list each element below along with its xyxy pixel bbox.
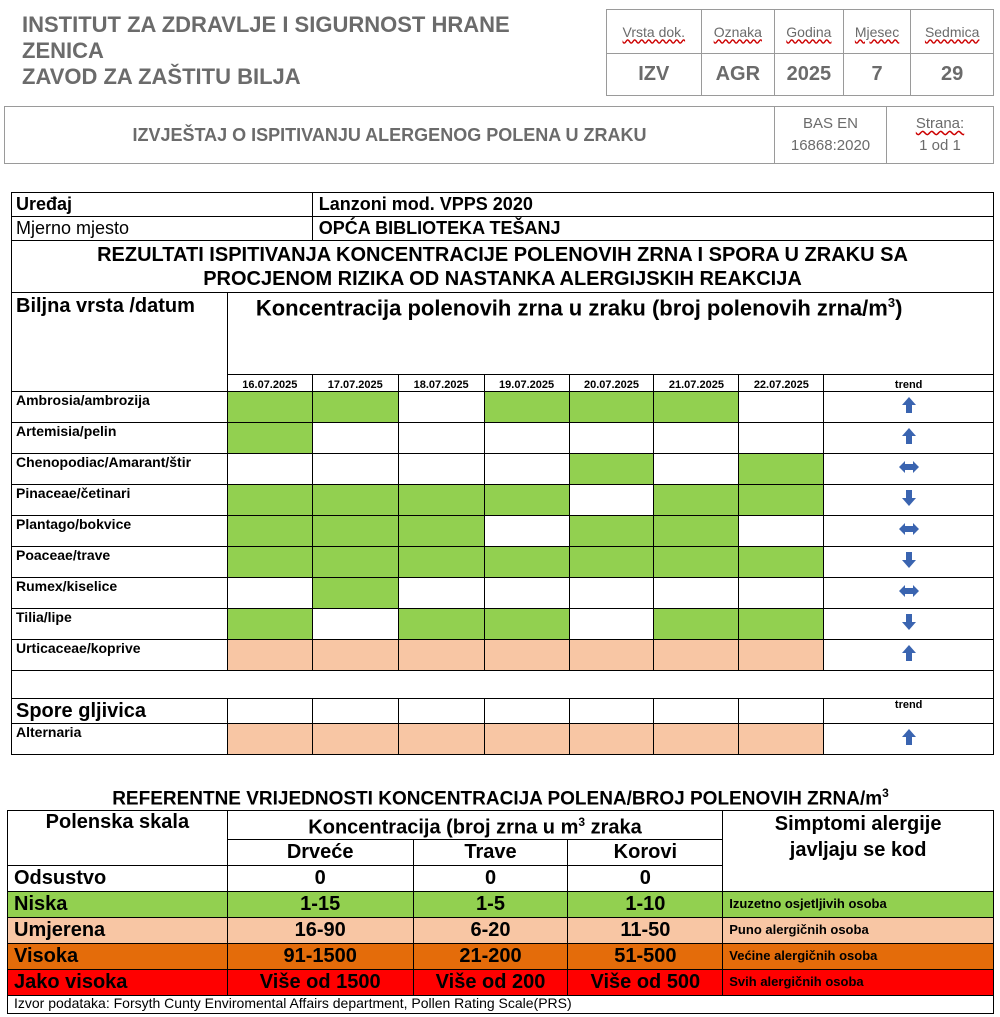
level-cell-umjerena — [739, 724, 824, 755]
empty-cell — [227, 699, 312, 724]
ref-weeds: 1-10 — [568, 891, 723, 917]
results-title — [12, 241, 994, 293]
results-title-line1: REZULTATI ISPITIVANJA KONCENTRACIJE POLENOVIH ZRNA I SPORA U ZRAKU SA — [97, 243, 908, 266]
level-cell-niska — [312, 547, 398, 578]
level-cell-umjerena — [312, 640, 398, 671]
trend-cell — [824, 609, 994, 640]
conc-header-tail: zraka — [585, 816, 642, 839]
plant-name: Pinaceae/četinari — [12, 485, 228, 516]
table-row — [12, 609, 994, 640]
symptoms-header-line1: Simptomi alergije — [774, 813, 942, 835]
level-cell-umjerena — [227, 640, 312, 671]
level-cell-niska — [569, 392, 654, 423]
table-row — [12, 454, 994, 485]
spores-trend-header: trend — [824, 699, 994, 724]
level-cell-niska — [227, 392, 312, 423]
left-right-icon — [898, 520, 920, 538]
date-header: 22.07.2025 — [739, 375, 824, 392]
level-cell-umjerena — [569, 640, 654, 671]
level-cell-niska — [312, 392, 398, 423]
ref-level: Niska — [8, 891, 228, 917]
ref-weeds: 11-50 — [568, 917, 723, 943]
meta-label-1: Oznaka — [701, 10, 774, 54]
date-header: 17.07.2025 — [312, 375, 398, 392]
level-cell-niska — [654, 547, 739, 578]
level-cell-niska — [654, 609, 739, 640]
institute-name-line1: INSTITUT ZA ZDRAVLJE I SIGURNOST HRANE — [22, 12, 510, 37]
spacer-cell — [12, 671, 994, 699]
location-value: OPĆA BIBLIOTEKA TEŠANJ — [312, 217, 993, 241]
level-cell-none — [398, 423, 484, 454]
level-cell-none — [739, 423, 824, 454]
level-cell-niska — [739, 454, 824, 485]
meta-value-3: 7 — [843, 54, 911, 96]
date-header: 20.07.2025 — [569, 375, 654, 392]
pollen-results-table — [11, 192, 994, 755]
trend-cell — [824, 485, 994, 516]
meta-value-0: IZV — [607, 54, 702, 96]
date-header: 16.07.2025 — [227, 375, 312, 392]
ref-level: Umjerena — [8, 917, 228, 943]
empty-cell — [312, 699, 398, 724]
level-cell-none — [484, 423, 569, 454]
level-cell-none — [569, 423, 654, 454]
level-cell-none — [398, 454, 484, 485]
ref-weeds: Više od 500 — [568, 969, 723, 995]
ref-grasses: 0 — [413, 865, 568, 891]
document-meta-table — [606, 9, 994, 96]
meta-label-0: Vrsta dok. — [607, 10, 702, 54]
plant-name: Urticaceae/koprive — [12, 640, 228, 671]
trend-cell — [824, 392, 994, 423]
level-cell-umjerena — [398, 724, 484, 755]
reference-row — [8, 969, 994, 995]
table-row — [12, 392, 994, 423]
level-cell-umjerena — [312, 724, 398, 755]
institute-name-line2: ZENICA — [22, 38, 104, 63]
plant-name: Plantago/bokvice — [12, 516, 228, 547]
level-cell-niska — [312, 516, 398, 547]
ref-subheader: Trave — [413, 839, 568, 865]
ref-level: Visoka — [8, 943, 228, 969]
level-cell-umjerena — [227, 724, 312, 755]
level-cell-niska — [227, 423, 312, 454]
concentration-unit-sup: 3 — [887, 295, 896, 310]
ref-symptoms: Svih alergičnih osoba — [723, 969, 994, 995]
trend-cell — [824, 547, 994, 578]
conc-header-text: Koncentracija (broj zrna u m — [308, 816, 579, 839]
report-title: IZVJEŠTAJ O ISPITIVANJU ALERGENOG POLENA U ZRAKU — [5, 107, 775, 164]
level-cell-niska — [484, 547, 569, 578]
trend-cell — [824, 454, 994, 485]
level-cell-none — [739, 578, 824, 609]
symptoms-header — [723, 811, 994, 892]
level-cell-none — [227, 454, 312, 485]
level-cell-none — [484, 454, 569, 485]
down-icon — [898, 551, 920, 569]
level-cell-umjerena — [484, 640, 569, 671]
reference-title-text: REFERENTNE VRIJEDNOSTI KONCENTRACIJA POLENA/BROJ POLENOVIH ZRNA/m — [112, 788, 883, 810]
date-header: 21.07.2025 — [654, 375, 739, 392]
spore-name: Alternaria — [12, 724, 228, 755]
level-cell-niska — [569, 547, 654, 578]
trend-cell — [824, 578, 994, 609]
level-cell-niska — [739, 485, 824, 516]
ref-symptoms: Puno alergičnih osoba — [723, 917, 994, 943]
plant-name: Tilia/lipe — [12, 609, 228, 640]
level-cell-niska — [569, 516, 654, 547]
level-cell-none — [654, 578, 739, 609]
plant-name: Ambrosia/ambrozija — [12, 392, 228, 423]
institute-header — [22, 12, 592, 90]
level-cell-niska — [398, 516, 484, 547]
level-cell-niska — [484, 392, 569, 423]
level-cell-niska — [312, 485, 398, 516]
report-title-table — [4, 106, 994, 164]
ref-trees: Više od 1500 — [227, 969, 413, 995]
empty-cell — [484, 699, 569, 724]
table-row — [12, 640, 994, 671]
level-cell-niska — [569, 454, 654, 485]
meta-value-2: 2025 — [775, 54, 844, 96]
ref-grasses: Više od 200 — [413, 969, 568, 995]
left-right-icon — [898, 582, 920, 600]
level-cell-none — [569, 578, 654, 609]
ref-grasses: 6-20 — [413, 917, 568, 943]
page-cell — [887, 107, 994, 164]
level-cell-none — [654, 423, 739, 454]
meta-value-4: 29 — [911, 54, 994, 96]
table-row — [12, 485, 994, 516]
table-row — [12, 578, 994, 609]
level-cell-niska — [227, 609, 312, 640]
table-row — [12, 724, 994, 755]
location-label: Mjerno mjesto — [12, 217, 313, 241]
level-cell-niska — [484, 609, 569, 640]
up-icon — [898, 427, 920, 445]
ref-level: Odsustvo — [8, 865, 228, 891]
spores-header-row — [12, 699, 994, 724]
ref-symptoms: Izuzetno osjetljivih osoba — [723, 891, 994, 917]
conc-header-sup: 3 — [578, 815, 586, 829]
concentration-header-close: ) — [895, 295, 903, 321]
ref-weeds: 0 — [568, 865, 723, 891]
level-cell-none — [739, 392, 824, 423]
spacer-row — [12, 671, 994, 699]
table-row — [12, 516, 994, 547]
table-row — [12, 547, 994, 578]
down-icon — [898, 489, 920, 507]
level-cell-umjerena — [654, 724, 739, 755]
level-cell-umjerena — [484, 724, 569, 755]
level-cell-niska — [739, 547, 824, 578]
level-cell-umjerena — [654, 640, 739, 671]
level-cell-none — [312, 423, 398, 454]
standard-line1: BAS EN — [802, 115, 859, 132]
level-cell-none — [398, 392, 484, 423]
up-icon — [898, 396, 920, 414]
up-icon — [898, 728, 920, 746]
device-value: Lanzoni mod. VPPS 2020 — [312, 193, 993, 217]
level-cell-niska — [739, 609, 824, 640]
level-cell-none — [569, 485, 654, 516]
ref-grasses: 21-200 — [413, 943, 568, 969]
meta-label-2: Godina — [775, 10, 844, 54]
empty-cell — [739, 699, 824, 724]
ref-trees: 91-1500 — [227, 943, 413, 969]
level-cell-none — [569, 609, 654, 640]
trend-cell — [824, 640, 994, 671]
up-icon — [898, 644, 920, 662]
ref-trees: 1-15 — [227, 891, 413, 917]
reference-title-sup: 3 — [882, 786, 889, 800]
level-cell-none — [312, 454, 398, 485]
device-label: Uređaj — [12, 193, 313, 217]
plant-name: Rumex/kiselice — [12, 578, 228, 609]
level-cell-umjerena — [398, 640, 484, 671]
standard-cell — [775, 107, 887, 164]
level-cell-niska — [227, 516, 312, 547]
level-cell-none — [484, 578, 569, 609]
level-cell-niska — [312, 578, 398, 609]
date-header: 18.07.2025 — [398, 375, 484, 392]
meta-label-3: Mjesec — [843, 10, 911, 54]
ref-weeds: 51-500 — [568, 943, 723, 969]
ref-trees: 0 — [227, 865, 413, 891]
level-cell-niska — [484, 485, 569, 516]
reference-table — [7, 810, 994, 996]
spores-header: Spore gljivica — [12, 699, 228, 724]
standard-line2: 16868:2020 — [790, 137, 871, 154]
left-right-icon — [898, 458, 920, 476]
level-cell-none — [739, 516, 824, 547]
level-cell-niska — [398, 609, 484, 640]
level-cell-niska — [398, 547, 484, 578]
down-icon — [898, 613, 920, 631]
date-header: 19.07.2025 — [484, 375, 569, 392]
trend-header: trend — [824, 375, 994, 392]
trend-cell — [824, 423, 994, 454]
level-cell-none — [398, 578, 484, 609]
symptoms-header-line2: javljaju se kod — [789, 839, 927, 861]
ref-grasses: 1-5 — [413, 891, 568, 917]
trend-cell — [824, 516, 994, 547]
reference-title — [7, 786, 994, 810]
reference-row — [8, 891, 994, 917]
species-header: Biljna vrsta /datum — [12, 293, 228, 392]
level-cell-none — [227, 578, 312, 609]
level-cell-niska — [227, 547, 312, 578]
empty-cell — [654, 699, 739, 724]
page-value: 1 od 1 — [919, 137, 961, 154]
reference-row — [8, 943, 994, 969]
table-row — [12, 423, 994, 454]
trend-cell — [824, 724, 994, 755]
meta-label-4: Sedmica — [911, 10, 994, 54]
level-cell-niska — [398, 485, 484, 516]
department-name: ZAVOD ZA ZAŠTITU BILJA — [22, 64, 301, 89]
concentration-header — [227, 293, 993, 375]
level-cell-umjerena — [739, 640, 824, 671]
level-cell-niska — [227, 485, 312, 516]
ref-subheader: Drveće — [227, 839, 413, 865]
ref-level: Jako visoka — [8, 969, 228, 995]
level-cell-none — [654, 454, 739, 485]
concentration-header-text: Koncentracija polenovih zrna u zraku (broj polenovih zrna/m — [255, 295, 888, 321]
empty-cell — [569, 699, 654, 724]
level-cell-niska — [654, 485, 739, 516]
data-source: Izvor podataka: Forsyth Cunty Enviromental Affairs department, Pollen Rating Scale(PRS) — [7, 994, 994, 1014]
level-cell-none — [484, 516, 569, 547]
meta-value-1: AGR — [701, 54, 774, 96]
level-cell-niska — [654, 516, 739, 547]
level-cell-niska — [654, 392, 739, 423]
page-label: Strana: — [915, 115, 965, 132]
plant-name: Artemisia/pelin — [12, 423, 228, 454]
empty-cell — [398, 699, 484, 724]
results-title-line2: PROCJENOM RIZIKA OD NASTANKA ALERGIJSKIH REAKCIJA — [203, 267, 802, 290]
scale-header: Polenska skala — [8, 811, 228, 866]
plant-name: Poaceae/trave — [12, 547, 228, 578]
level-cell-none — [312, 609, 398, 640]
conc-header — [227, 811, 722, 840]
level-cell-umjerena — [569, 724, 654, 755]
ref-symptoms: Većine alergičnih osoba — [723, 943, 994, 969]
ref-trees: 16-90 — [227, 917, 413, 943]
ref-subheader: Korovi — [568, 839, 723, 865]
plant-name: Chenopodiac/Amarant/štir — [12, 454, 228, 485]
reference-row — [8, 917, 994, 943]
